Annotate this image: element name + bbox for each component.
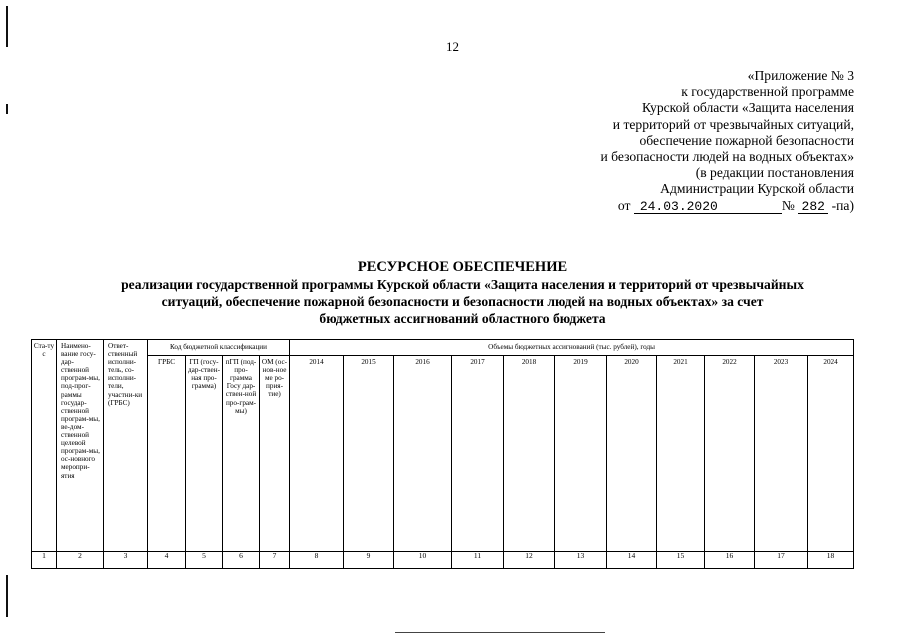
header-row-2 bbox=[32, 356, 854, 552]
column-number: 11 bbox=[452, 552, 504, 569]
date-value: 24.03.2020 bbox=[639, 198, 718, 214]
header-budget-codes: Код бюджетной классификации bbox=[148, 340, 290, 356]
title-line: бюджетных ассигнований областного бюджета bbox=[319, 311, 606, 326]
appendix-line: и территорий от чрезвычайных ситуаций, bbox=[612, 116, 854, 132]
column-number: 5 bbox=[186, 552, 223, 569]
column-number: 14 bbox=[607, 552, 657, 569]
header-budget-volumes: Объемы бюджетных ассигнований (тыс. рублей), годы bbox=[290, 340, 854, 356]
year-cell: 2024 bbox=[808, 356, 854, 552]
year-cell: 2022 bbox=[705, 356, 755, 552]
appendix-line: (в редакции постановления bbox=[695, 165, 854, 181]
column-number: 17 bbox=[755, 552, 808, 569]
column-number: 6 bbox=[223, 552, 260, 569]
header-program-name: Наимено-вание госу-дар-ственной програм-мы, под-прог-раммы государ-ственной програм-мы, ве-дом-ственной целевой програм-мы, ос-новного меропри-ятия bbox=[57, 340, 104, 552]
title-main: РЕСУРСНОЕ ОБЕСПЕЧЕНИЕ bbox=[357, 259, 568, 275]
header-gp: ГП (госу-дар-ствен-ная про-грамма) bbox=[186, 356, 223, 552]
column-number: 9 bbox=[344, 552, 394, 569]
resource-table bbox=[31, 339, 854, 569]
header-executor: Ответ-ственный исполни-тель, со-исполни-тели, участни-ки (ГРБС) bbox=[104, 340, 148, 552]
appendix-block bbox=[524, 68, 854, 214]
column-number: 16 bbox=[705, 552, 755, 569]
number-prefix: № bbox=[781, 197, 795, 213]
column-number: 8 bbox=[290, 552, 344, 569]
year-cell: 2019 bbox=[555, 356, 607, 552]
page-number: 12 bbox=[446, 39, 459, 54]
header-status: Ста-тус bbox=[32, 340, 57, 552]
date-field bbox=[634, 200, 782, 214]
header-grbs: ГРБС bbox=[148, 356, 186, 552]
appendix-line: Курской области «Защита населения bbox=[642, 100, 854, 116]
document-title bbox=[40, 259, 885, 327]
appendix-line: «Приложение № 3 bbox=[747, 68, 854, 83]
header-om: ОМ (ос-нов-ное ме ро-прия-тие) bbox=[260, 356, 290, 552]
title-line: реализации государственной программы Курской области «Защита населения и территорий от чрезвычайных bbox=[121, 277, 804, 292]
appendix-line: обеспечение пожарной безопасности bbox=[639, 132, 854, 148]
column-number: 12 bbox=[504, 552, 555, 569]
column-number: 15 bbox=[657, 552, 705, 569]
year-cell: 2015 bbox=[344, 356, 394, 552]
year-cell: 2018 bbox=[504, 356, 555, 552]
column-number: 18 bbox=[808, 552, 854, 569]
left-edge-mark-bottom bbox=[6, 575, 8, 617]
column-number: 4 bbox=[148, 552, 186, 569]
year-cell: 2023 bbox=[755, 356, 808, 552]
column-number: 13 bbox=[555, 552, 607, 569]
number-value: 282 bbox=[801, 198, 825, 214]
title-line: ситуаций, обеспечение пожарной безопасности и безопасности людей на водных объектах» за счет bbox=[161, 294, 764, 309]
bottom-scan-mark bbox=[395, 632, 605, 633]
column-number: 10 bbox=[394, 552, 452, 569]
header-pgp: пГП (под-про-грамма Госу дар-ствен-ной про-грам-мы) bbox=[223, 356, 260, 552]
year-cell: 2016 bbox=[394, 356, 452, 552]
year-cell: 2017 bbox=[452, 356, 504, 552]
appendix-date-line bbox=[524, 198, 854, 214]
column-number: 1 bbox=[32, 552, 57, 569]
left-edge-mark-mid bbox=[6, 104, 8, 114]
date-prefix: от bbox=[617, 197, 631, 213]
year-cell: 2014 bbox=[290, 356, 344, 552]
header-row-1 bbox=[32, 340, 854, 356]
number-field bbox=[798, 200, 828, 214]
column-number-row bbox=[32, 552, 854, 569]
appendix-line: и безопасности людей на водных объектах» bbox=[600, 149, 854, 165]
column-number: 7 bbox=[260, 552, 290, 569]
number-suffix: -па) bbox=[831, 197, 854, 213]
appendix-line: Администрации Курской области bbox=[660, 181, 854, 197]
appendix-line: к государственной программе bbox=[681, 84, 854, 100]
year-cell: 2020 bbox=[607, 356, 657, 552]
column-number: 3 bbox=[104, 552, 148, 569]
year-cell: 2021 bbox=[657, 356, 705, 552]
column-number: 2 bbox=[57, 552, 104, 569]
